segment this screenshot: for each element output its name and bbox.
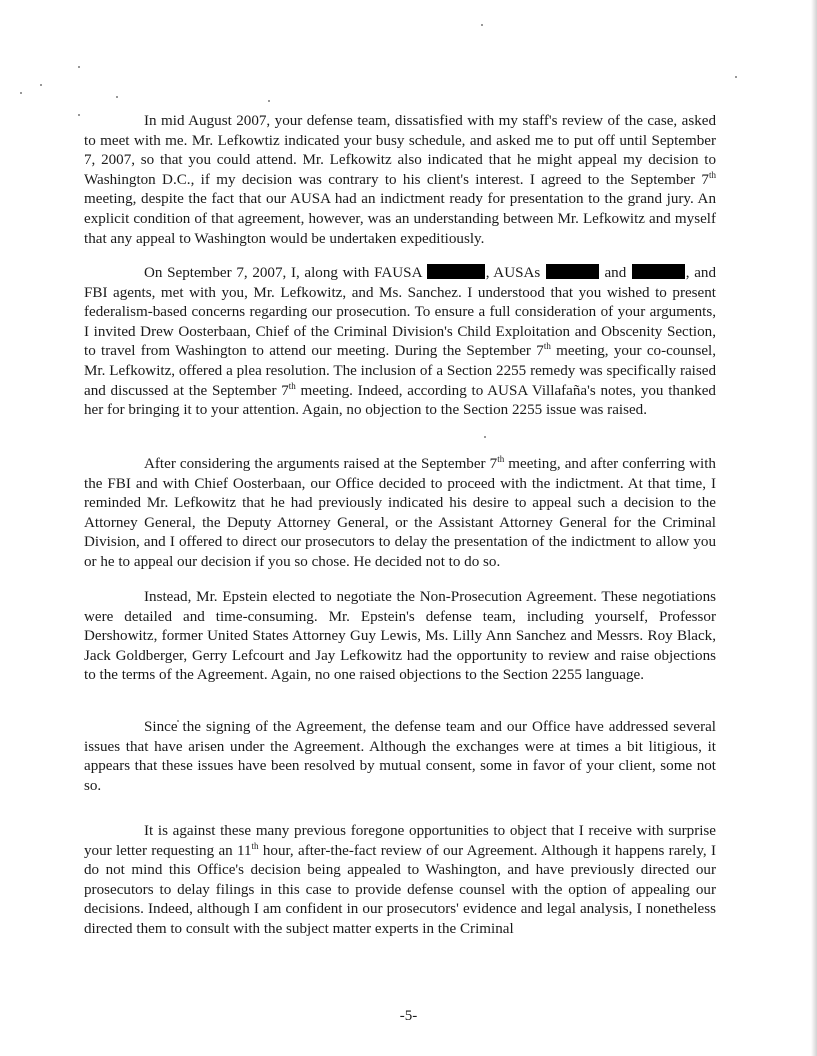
- paragraph-text: , AUSAs: [485, 265, 545, 282]
- paragraph-text: meeting, despite the fact that our AUSA had an indictment ready for presentation to the grand jury. An explicit condition of that agreement, however, was an understanding between Mr. Lefkowitz and myself that any appeal to Washington would be undertaken expeditiously.: [84, 191, 716, 247]
- paragraph-text: After considering the arguments raised at the September 7: [144, 456, 498, 472]
- scan-speck: [40, 84, 42, 86]
- scan-speck: [268, 100, 270, 102]
- paragraph-3: [84, 455, 716, 573]
- page-number: -5-: [399, 1008, 418, 1024]
- paragraph-text: meeting, and after conferring with the FBI and with Chief Oosterbaan, our Office decided to proceed with the indictment. At that time, I reminded Mr. Lefkowitz that he had previously indicated his desire to appeal such a decision to the Attorney General, the Deputy Attorney General, or the Assistant Attorney General for the Criminal Division, and I offered to direct our prosecutors to delay the presentation of the indictment to allow you or he to appeal our decision if you so chose. He decided not to do so.: [84, 456, 716, 570]
- paragraph-text: On September 7, 2007, I, along with FAUSA: [144, 265, 427, 282]
- paragraph-4: [84, 588, 716, 686]
- paragraph-text: Instead, Mr. Epstein elected to negotiate the Non-Prosecution Agreement. These negotiations were detailed and time-consuming. Mr. Epstein's defense team, including yourself, Professor Dershowitz, former United States Attorney Guy Lewis, Ms. Lilly Ann Sanchez and Messrs. Roy Black, Jack Goldberger, Gerry Lefcourt and Jay Lefkowitz had the opportunity to review and raise objections to the terms of the Agreement. Again, no one raised objections to the Section 2255 language.: [84, 589, 716, 684]
- redaction-block: [427, 264, 484, 279]
- redaction-block: [546, 264, 599, 279]
- superscript-ordinal: th: [288, 380, 296, 391]
- scan-speck: [78, 114, 80, 116]
- paragraph-text: meeting, your co-counsel, Mr. Lefkowitz, offered a plea resolution. The inclusion of a Section 2255 remedy was specifically raised and discussed at the September 7: [84, 343, 716, 399]
- paragraph-text: and: [599, 265, 631, 282]
- scan-edge-shadow: [811, 0, 817, 1056]
- paragraph-text: , and FBI agents, met with you, Mr. Lefkowitz, and Ms. Sanchez. I understood that you wished to present federalism-based concerns regarding our prosecution. To ensure a full consideration of your arguments, I invited Drew Oosterbaan, Chief of the Criminal Division's Child Exploitation and Obscenity Section, to travel from Washington to attend our meeting. During the September 7: [84, 265, 716, 360]
- paragraph-text: In mid August 2007, your defense team, dissatisfied with my staff's review of the case, asked to meet with me. Mr. Lefkowtiz indicated your busy schedule, and asked me to put off until September 7, 2007, so that you could attend. Mr. Lefkowitz also indicated that he might appeal my decision to Washington D.C., if my decision was contrary to his client's interest. I agreed to the September 7: [84, 113, 716, 188]
- paragraph-text: It is against these many previous foregone opportunities to object that I receive with surprise your letter requesting an 11: [84, 823, 716, 859]
- scan-speck: [735, 76, 737, 78]
- paragraph-5: [84, 718, 716, 796]
- scan-speck: [78, 66, 80, 68]
- scan-speck: [484, 436, 486, 438]
- redaction-block: [632, 264, 685, 279]
- scan-speck: [116, 96, 118, 98]
- paragraph-2: [84, 264, 716, 421]
- paragraph-text: meeting. Indeed, according to AUSA Villafaña's notes, you thanked her for bringing it to your attention. Again, no objection to the Section 2255 issue was raised.: [84, 382, 716, 419]
- paragraph-text: Since the signing of the Agreement, the defense team and our Office have addressed several issues that have arisen under the Agreement. Although the exchanges were at times a bit litigious, it appears that these issues have been resolved by mutual consent, some in favor of your client, some not so.: [84, 719, 716, 794]
- scan-speck: [20, 92, 22, 94]
- paragraph-6: [84, 822, 716, 940]
- paragraph-1: [84, 112, 716, 249]
- superscript-ordinal: th: [251, 840, 259, 851]
- scan-speck: [481, 24, 483, 26]
- superscript-ordinal: th: [543, 341, 551, 352]
- paragraph-text: hour, after-the-fact review of our Agreement. Although it happens rarely, I do not mind this Office's decision being appealed to Washington, and have previously directed our prosecutors to delay filings in this case to provide defense counsel with the option of appealing our decisions. Indeed, although I am confident in our prosecutors' evidence and legal analysis, I nonetheless directed them to consult with the subject matter experts in the Criminal: [84, 842, 716, 937]
- superscript-ordinal: th: [497, 453, 505, 464]
- superscript-ordinal: th: [708, 169, 716, 180]
